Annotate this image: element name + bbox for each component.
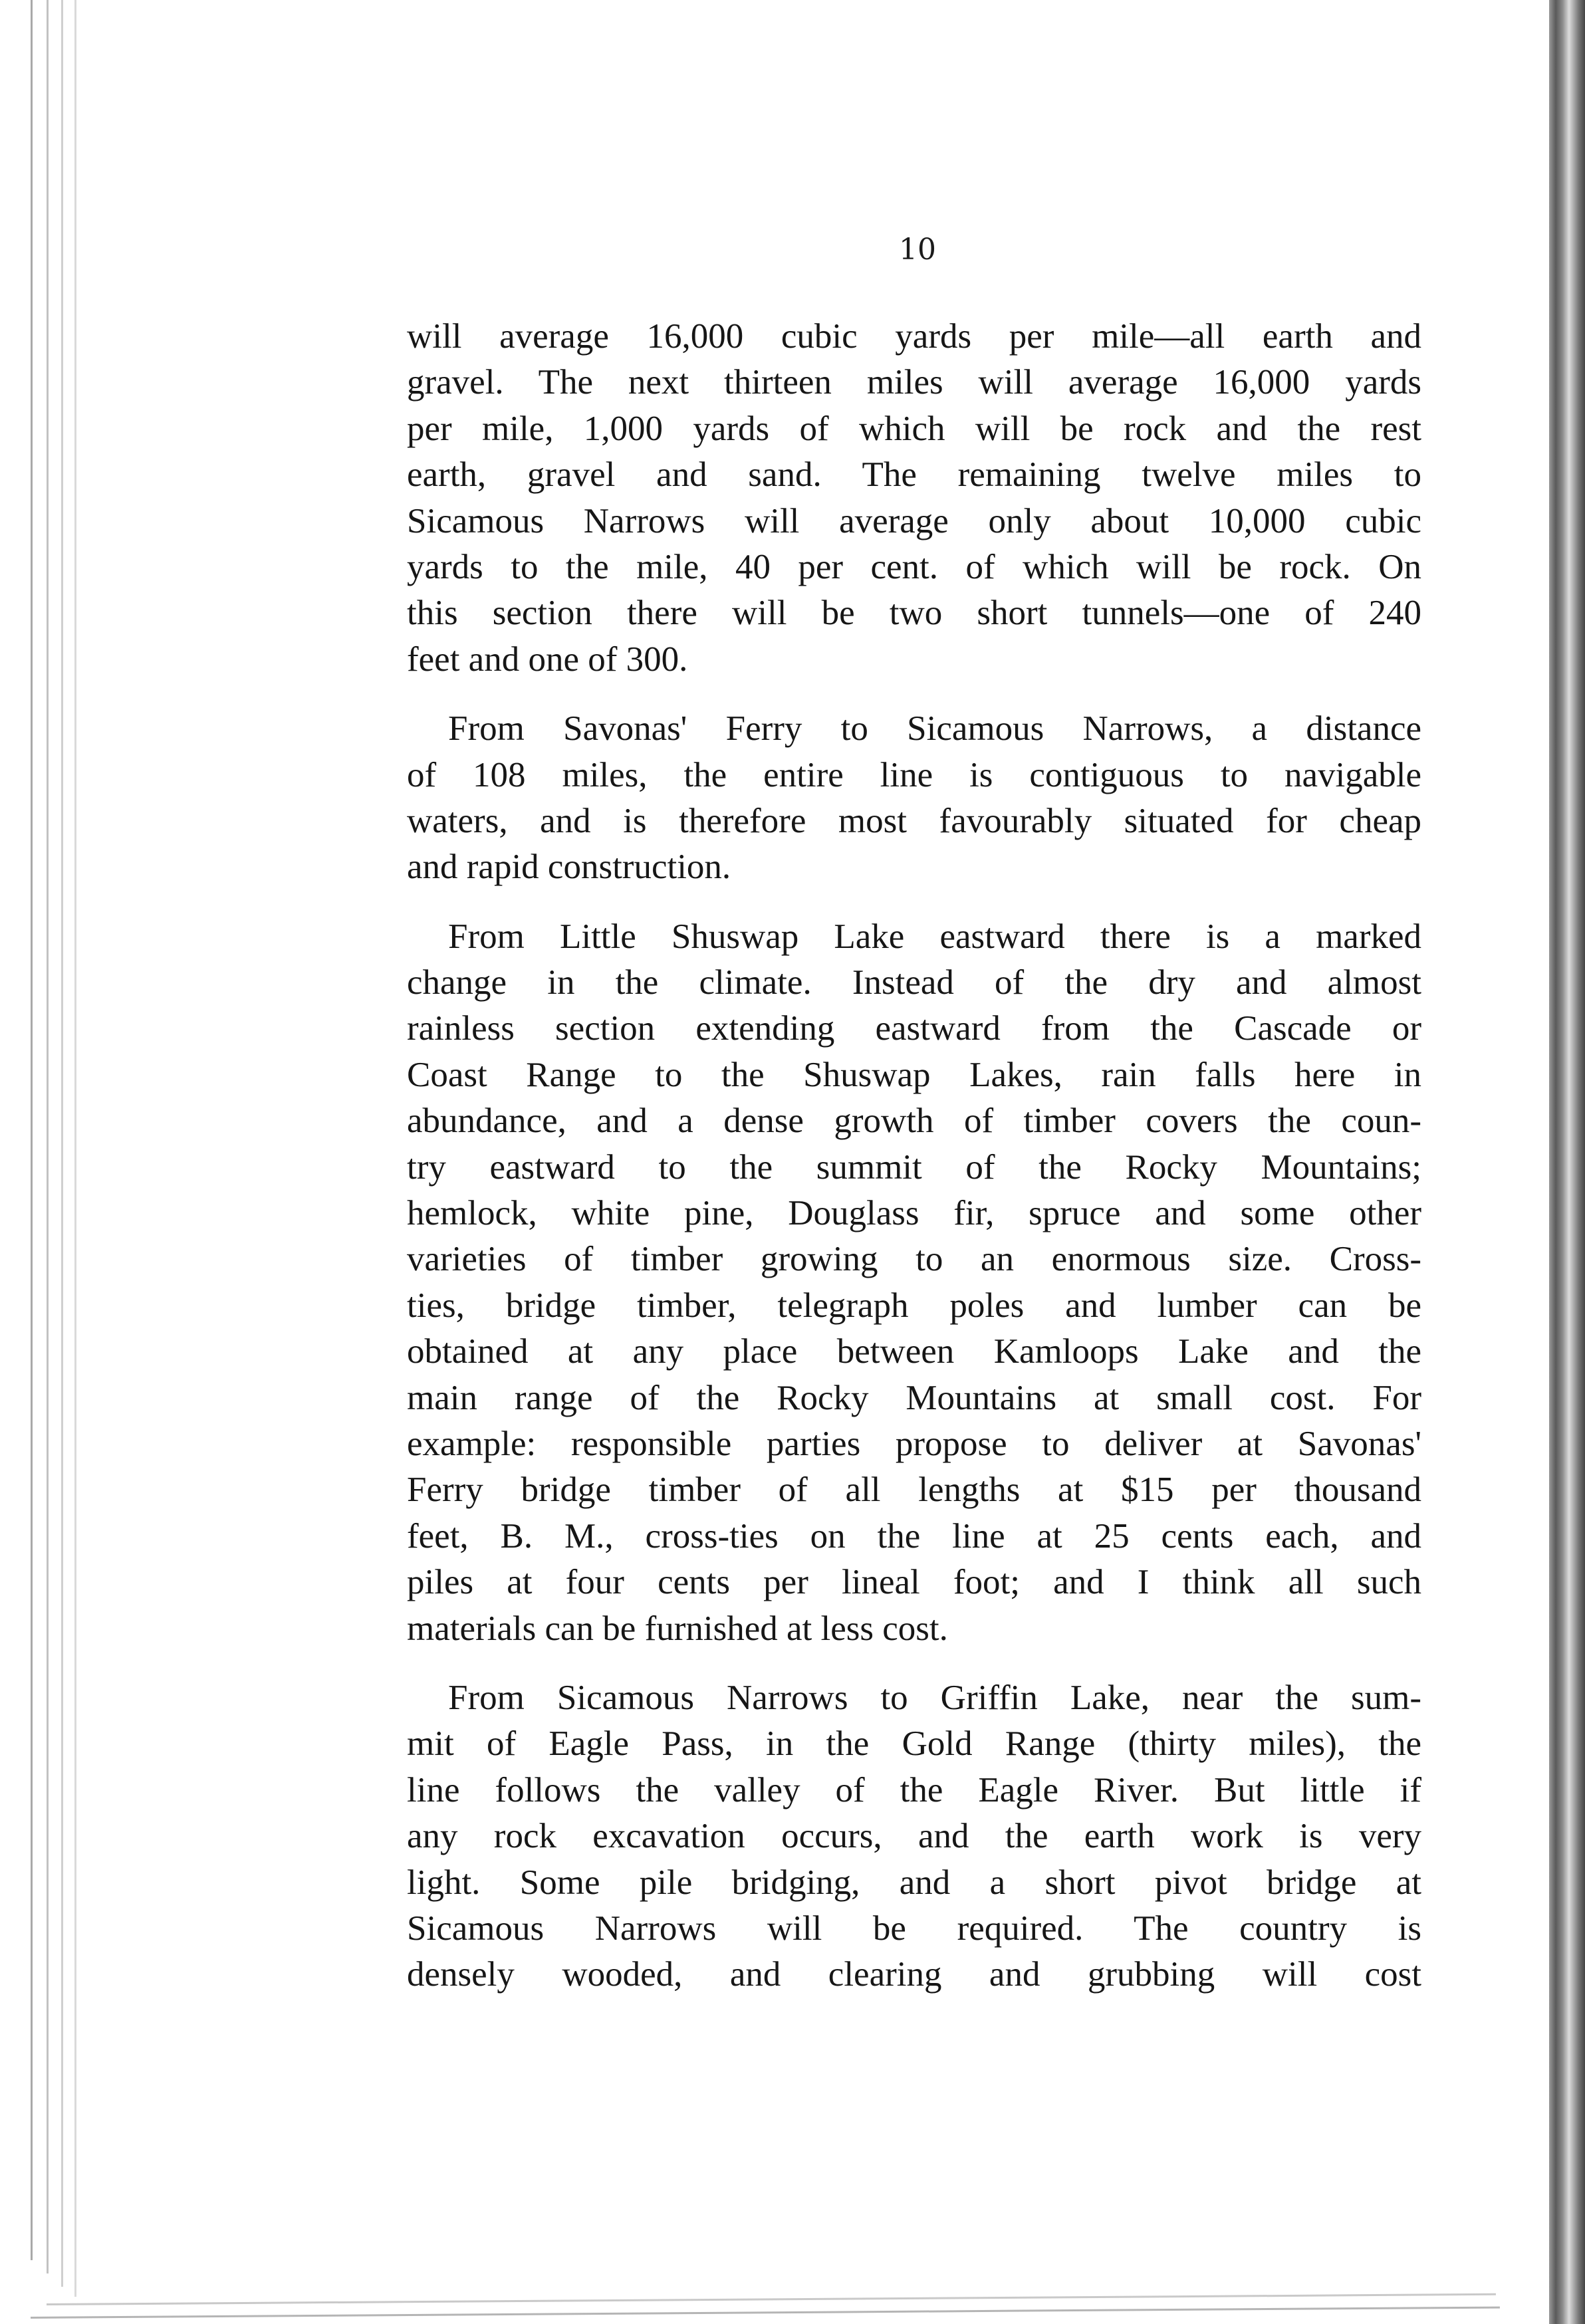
text-line: and rapid construction. [407, 848, 731, 887]
page-edge-bottom [47, 2293, 1496, 2305]
text-line: From Little Shuswap Lake eastward there is a marked [448, 917, 1421, 956]
page-edge-line [74, 0, 76, 2297]
text-line: will average 16,000 cubic yards per mile—all earth and [407, 317, 1421, 356]
text-line: of 108 miles, the entire line is contiguous to navigable [407, 755, 1421, 794]
text-line: ties, bridge timber, telegraph poles and lumber can be [407, 1286, 1421, 1325]
text-line: per mile, 1,000 yards of which will be rock and the rest [407, 409, 1421, 448]
text-line: Sicamous Narrows will be required. The country is [407, 1909, 1421, 1948]
page-edge-line [61, 0, 63, 2287]
text-line: try eastward to the summit of the Rocky Mountains; [407, 1147, 1421, 1187]
paragraph [407, 706, 1421, 891]
text-line: materials can be furnished at less cost. [407, 1609, 948, 1648]
text-line: mit of Eagle Pass, in the Gold Range (thirty miles), the [407, 1724, 1421, 1764]
text-line: waters, and is therefore most favourably situated for cheap [407, 801, 1421, 840]
body-text [407, 314, 1421, 1998]
page-number: 10 [899, 233, 936, 267]
text-line: densely wooded, and clearing and grubbing will cost [407, 1955, 1421, 1994]
text-line: Ferry bridge timber of all lengths at $15 per thousand [407, 1470, 1421, 1510]
paragraph [407, 314, 1421, 683]
text-line: light. Some pile bridging, and a short pivot bridge at [407, 1863, 1421, 1902]
text-line: varieties of timber growing to an enormous size. Cross- [407, 1240, 1421, 1279]
paragraph [407, 914, 1421, 1652]
text-line: line follows the valley of the Eagle River. But little if [407, 1770, 1421, 1809]
text-line: earth, gravel and sand. The remaining twelve miles to [407, 455, 1421, 495]
page-edge-bottom [31, 2307, 1500, 2319]
text-line: From Savonas' Ferry to Sicamous Narrows, a distance [448, 709, 1421, 749]
text-line: this section there will be two short tunnels—one of 240 [407, 594, 1421, 633]
text-line: rainless section extending eastward from the Cascade or [407, 1009, 1421, 1048]
text-line: yards to the mile, 40 per cent. of which will be rock. On [407, 547, 1421, 586]
text-line: piles at four cents per lineal foot; and I think all such [407, 1563, 1421, 1602]
text-line: example: responsible parties propose to deliver at Savonas' [407, 1424, 1421, 1463]
text-line: main range of the Rocky Mountains at small cost. For [407, 1378, 1421, 1417]
paragraph [407, 1675, 1421, 1998]
text-line: Sicamous Narrows will average only about 10,000 cubic [407, 501, 1421, 540]
text-line: Coast Range to the Shuswap Lakes, rain falls here in [407, 1055, 1421, 1094]
text-line: gravel. The next thirteen miles will average 16,000 yards [407, 363, 1421, 402]
text-line: any rock excavation occurs, and the earth work is very [407, 1817, 1421, 1856]
text-line: feet, B. M., cross-ties on the line at 25 cents each, and [407, 1516, 1421, 1556]
text-line: obtained at any place between Kamloops Lake and the [407, 1332, 1421, 1371]
text-line: abundance, and a dense growth of timber covers the coun- [407, 1102, 1421, 1141]
page-edge-line [31, 0, 33, 2260]
text-line: feet and one of 300. [407, 639, 688, 679]
page-edge-line [47, 0, 49, 2273]
book-binding-edge [1549, 0, 1585, 2324]
text-line: change in the climate. Instead of the dry and almost [407, 963, 1421, 1002]
text-line: From Sicamous Narrows to Griffin Lake, near the sum- [448, 1678, 1421, 1717]
text-line: hemlock, white pine, Douglass fir, spruce and some other [407, 1194, 1421, 1233]
